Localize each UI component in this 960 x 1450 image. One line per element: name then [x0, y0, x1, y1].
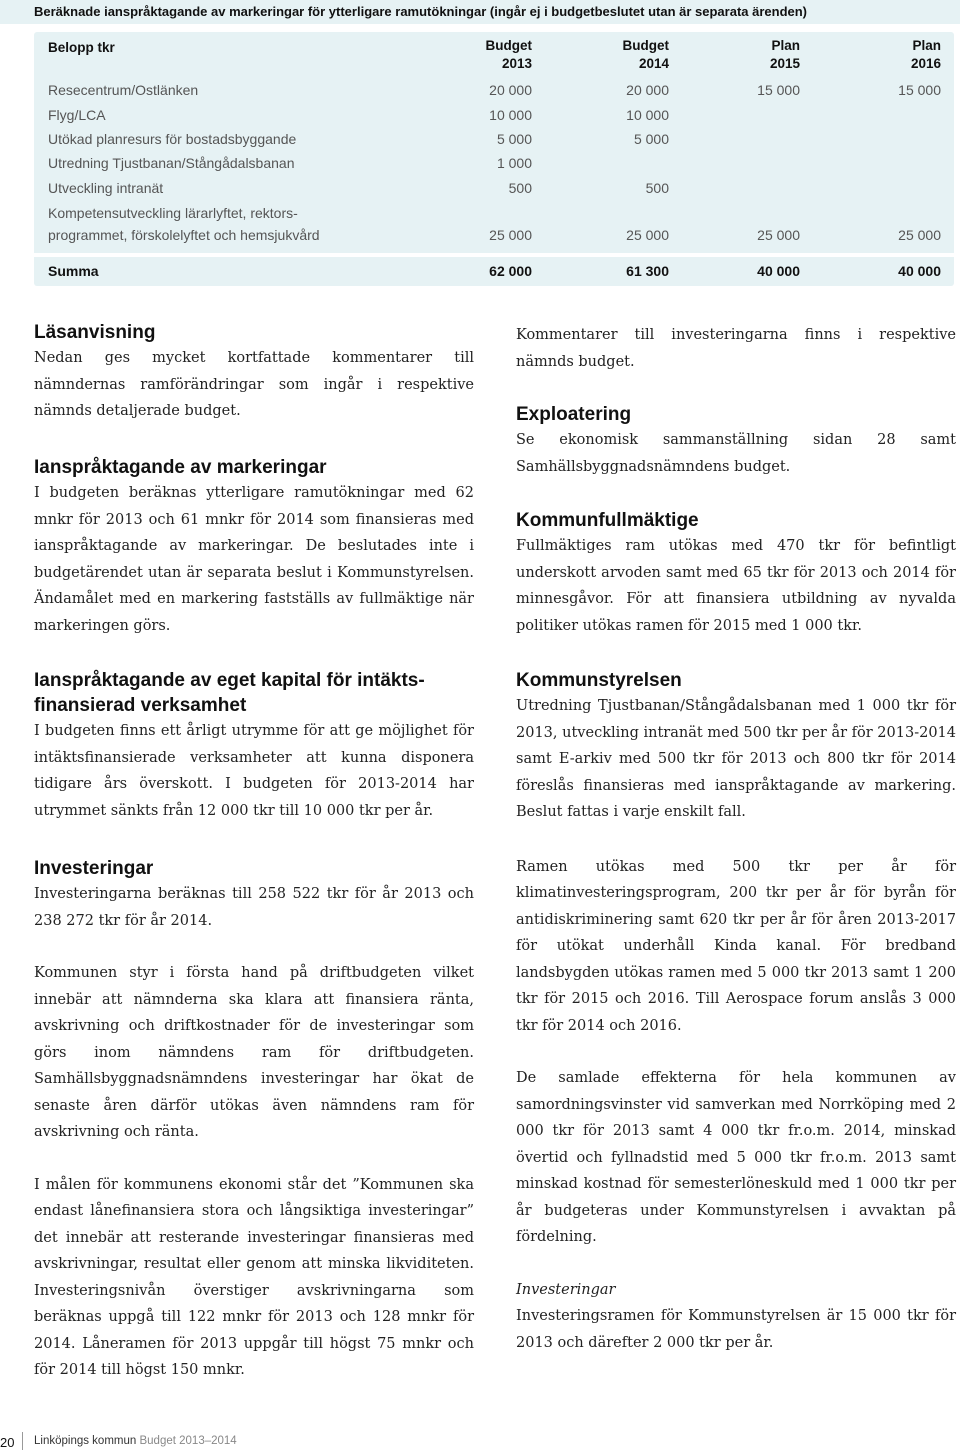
sum-value: 62 000	[489, 263, 532, 279]
footer-doc: Budget 2013–2014	[139, 1435, 237, 1447]
table-row	[34, 155, 954, 177]
cell-value: 25 000	[757, 227, 800, 243]
section-heading: Investeringar	[34, 858, 154, 879]
cell-value: 15 000	[898, 82, 941, 98]
sum-value: 40 000	[898, 263, 941, 279]
section-text: Investeringarna beräknas till 258 522 tkr för år 2013 och 238 272 tkr för år 2014.	[34, 886, 474, 929]
section-kommunstyrelsen	[516, 668, 956, 1356]
section-text: Kommunen styr i första hand på driftbudgeten vilket innebär att nämnderna ska klara att finansiera ränta, avskrivning och driftkostnader för de investeringar som görs inom nämndens ram för driftbudgeten. Samhällsbyggnadsnämndens investeringar har ökat de senaste åren därför utökas även nämndens ram för avskrivning och ränta.	[34, 965, 474, 1140]
table-row	[34, 180, 954, 202]
table-header-row	[34, 37, 954, 77]
cell-value: 10 000	[626, 107, 669, 123]
row-label: Utredning Tjustbanan/Stångådalsbanan	[48, 155, 295, 171]
section-text: I budgeten beräknas ytterligare ramutökningar med 62 mnkr för 2013 och 61 mnkr för 2014 som finansieras med ianspråktagande av markeringar. De beslutades inte i budgetärendet utan är separata beslut i Kommunstyrelsen. Ändamålet med en markering fastställs av fullmäktige när markeringen görs.	[34, 485, 474, 634]
table-divider	[34, 253, 954, 257]
row-label-line1: Kompetensutveckling lärarlyftet, rektors-	[48, 205, 298, 221]
footer-text	[34, 1435, 237, 1447]
cell-value: 25 000	[898, 227, 941, 243]
page-number: 20	[0, 1435, 15, 1450]
section-text: I målen för kommunens ekonomi står det ”Kommunen ska endast lånefinansiera stora och långsiktiga investeringar” det innebär att resterande investeringar finansieras med avskrivningar, resultat eller genom att minska likviditeten. Investeringsnivån överstiger avskrivningarna som beräknas uppgå till 122 mnkr för 2013 och 128 mnkr för 2014. Låneramen för 2013 uppgår till högst 75 mnkr och för 2014 till högst 150 mnkr.	[34, 1176, 474, 1378]
section-lasanvisning	[34, 320, 474, 425]
section-text: De samlade effekterna för hela kommunen av samordningsvinster vid samverkan med Norrköping med 2 000 tkr för 2013 samt 4 000 tkr fr.o.m. 2014, minskad övertid och fyllnadstid med 5 000 tkr fr.o.m. 2013 samt minskad kostnad för semesterlöneskuld med 1 000 tkr per år budgeteras under Kommunstyrelsen i avvaktan på fördelning.	[516, 1070, 956, 1245]
cell-value: 25 000	[626, 227, 669, 243]
cell-value: 1 000	[496, 155, 532, 171]
footer-divider	[22, 1432, 23, 1450]
section-text: Utredning Tjustbanan/Stångådalsbanan med 1 000 tkr för 2013, utveckling intranät med 500 tkr per år för 2013-2014 samt E-arkiv med 500 tkr för 2013 och 800 tkr för 2014 föreslås finansieras med ianspråktagande av markering. Beslut fattas i varje enskilt fall.	[516, 698, 956, 820]
section-heading: Läsanvisning	[34, 322, 156, 343]
row-label-line2: programmet, förskolelyftet och hemsjukvård	[48, 227, 320, 243]
cell-value: 20 000	[626, 82, 669, 98]
column-header-plan-2016: Plan 2016	[910, 38, 941, 71]
row-label: Flyg/LCA	[48, 107, 106, 123]
table-row	[34, 82, 954, 104]
page-title: Beräknade ianspråktagande av markeringar för ytterligare ramutökningar (ingår ej i budgetbeslutet utan är separata ärenden)	[34, 4, 808, 19]
cell-value: 20 000	[489, 82, 532, 98]
section-text: Investeringsramen för Kommunstyrelsen är 15 000 tkr för 2013 och därefter 2 000 tkr per år.	[516, 1308, 956, 1351]
section-heading: Ianspråktagande av markeringar	[34, 457, 327, 478]
cell-value: 500	[645, 180, 669, 196]
section-kommunfullmaktige	[516, 508, 956, 639]
column-header-budget-2014: Budget 2014	[622, 38, 669, 71]
column-header-budget-2013: Budget 2013	[485, 38, 532, 71]
cell-value: 15 000	[757, 82, 800, 98]
cell-value: 5 000	[633, 131, 669, 147]
top-banner	[0, 0, 960, 24]
table-header-label: Belopp tkr	[48, 40, 115, 55]
sum-value: 61 300	[626, 263, 669, 279]
section-text: Kommentarer till investeringarna finns i respektive nämnds budget.	[516, 327, 956, 370]
section-markeringar	[34, 455, 474, 639]
cell-value: 500	[508, 180, 532, 196]
sub-heading: Investeringar	[516, 1281, 616, 1298]
section-eget-kapital	[34, 668, 474, 824]
section-intro	[516, 322, 956, 375]
column-header-plan-2015: Plan 2015	[769, 38, 800, 71]
section-text: I budgeten finns ett årligt utrymme för att ge möjlighet för intäktsfinansierade verksamheter att kunna disponera tidigare års överskott. I budgeten för 2013-2014 har utrymmet sänkts från 12 000 tkr till 10 000 tkr per år.	[34, 723, 474, 819]
section-text: Nedan ges mycket kortfattade kommentarer till nämndernas ramförändringar som ingår i respektive nämnds detaljerade budget.	[34, 350, 474, 419]
table-row	[34, 131, 954, 153]
sum-value: 40 000	[757, 263, 800, 279]
section-heading: Exploatering	[516, 404, 632, 425]
row-label: Utökad planresurs för bostadsbyggande	[48, 131, 297, 147]
section-heading: Ianspråktagande av eget kapital för intäkts- finansierad verksamhet	[34, 670, 425, 716]
section-investeringar	[34, 856, 474, 1384]
page-footer	[0, 1432, 960, 1450]
section-text: Se ekonomisk sammanställning sidan 28 samt Samhällsbyggnadsnämndens budget.	[516, 432, 956, 475]
cell-value: 10 000	[489, 107, 532, 123]
cell-value: 5 000	[496, 131, 532, 147]
section-text: Ramen utökas med 500 tkr per år för klimatinvesteringsprogram, 200 tkr per år för byrån för antidiskriminering samt 620 tkr per år för åren 2013-2017 för utökat underhåll Kinda kanal. För bredband landsbygden utökas ramen med 5 000 tkr 2013 samt 1 200 tkr för 2015 och 2016. Till Aerospace forum anslås 3 000 tkr för 2014 och 2016.	[516, 858, 956, 1034]
table-row	[34, 107, 954, 129]
table-sum-row	[34, 258, 954, 288]
row-label: Resecentrum/Ostlänken	[48, 82, 199, 98]
sum-label: Summa	[48, 263, 99, 279]
row-label: Utveckling intranät	[48, 180, 164, 196]
section-exploatering	[516, 402, 956, 480]
footer-org: Linköpings kommun	[34, 1435, 137, 1447]
budget-table	[34, 32, 954, 286]
table-row	[34, 205, 954, 251]
section-heading: Kommunstyrelsen	[516, 670, 682, 691]
section-text: Fullmäktiges ram utökas med 470 tkr för befintligt underskott arvoden samt med 65 tkr för 2013 och 2014 för minnesgåvor. För att finansiera utbildning av nyvalda politiker utökas ramen för 2015 med 1 000 tkr.	[516, 538, 956, 634]
cell-value: 25 000	[489, 227, 532, 243]
section-heading: Kommunfullmäktige	[516, 510, 699, 531]
